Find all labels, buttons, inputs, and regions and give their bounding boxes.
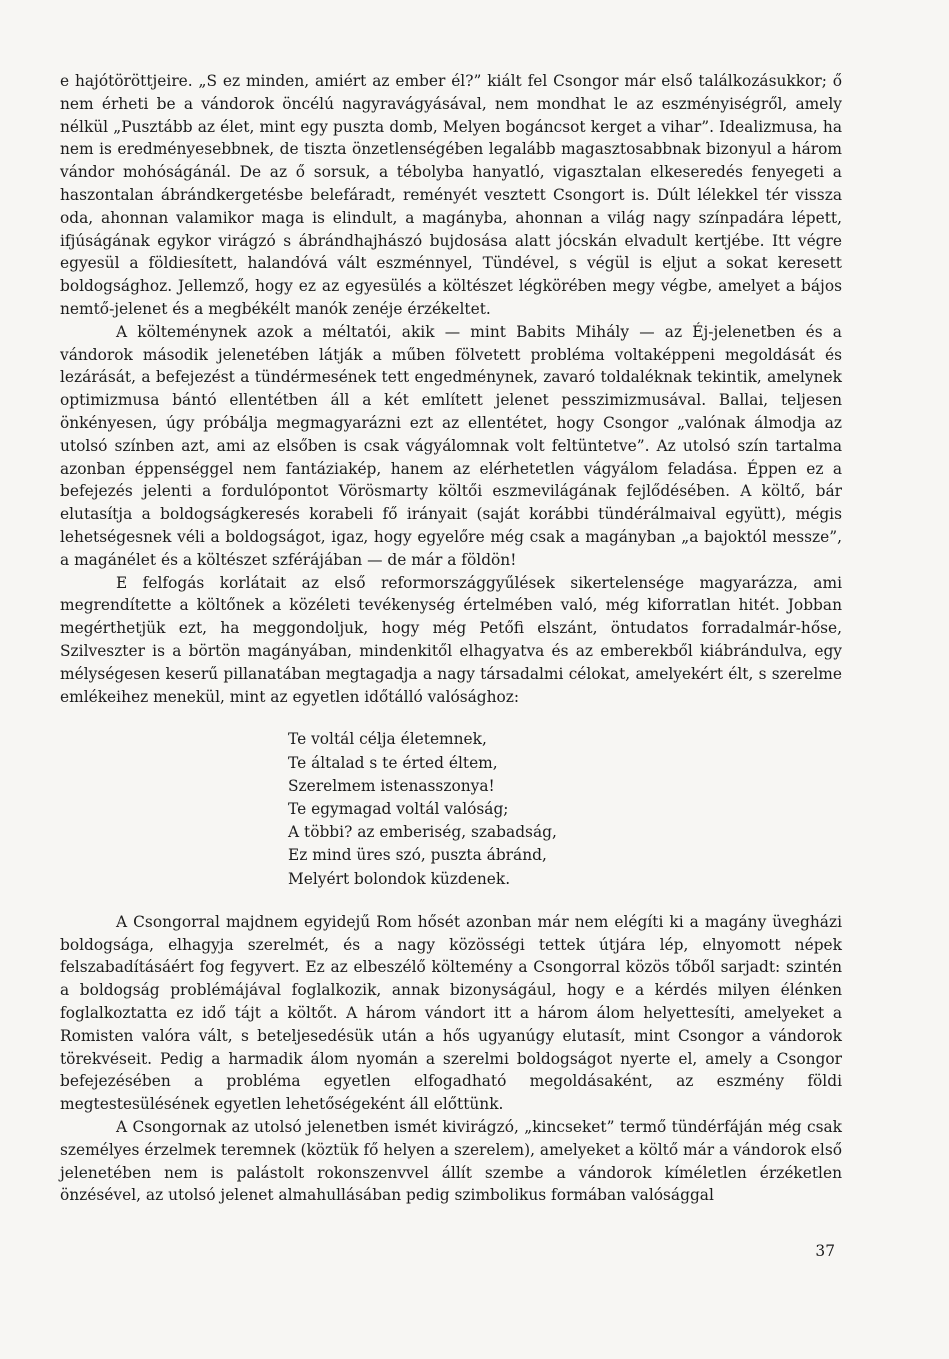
poem-line: Melyért bolondok küzdenek.	[288, 869, 511, 888]
paragraph-1: e hajótöröttjeire. „S ez minden, amiért az ember él?” kiált fel Csongor már első találkozásukkor; ő nem érheti be a vándorok öncélú nagyravágyásával, nem mondhat le az eszményiségről, amely nélkül „Pusztább az élet, mint egy puszta domb, Melyen bogáncsot kerget a vihar”. Idealizmusa, ha nem is eredményesebbnek, de tiszta önzetlenségében legalább magasztosabbnak bizonyul a három vándor mohóságánál. De az ő sorsuk, a tébolyba hanyatló, vigasztalan elkeseredés fenyegeti a haszontalan ábrándkergetésbe belefáradt, reményét vesztett Csongort is. Dúlt lélekkel tér vissza oda, ahonnan valamikor maga is elindult, a magányba, ahonnan a világ nagy színpadára lépett, ifjúságának egykor virágzó s ábrándhajhászó bujdosása alatt jócskán elvadult kertjébe. Itt végre egyesül a földiesített, halandóvá vált eszménnyel, Tündével, s végül is eljut a sokat keresett boldogsághoz. Jellemző, hogy ez az egyesülés a költészet légkörében megy végbe, amelyet a bájos nemtő-jelenet és a megbékélt manók zenéje érzékeltet.	[60, 72, 842, 318]
paragraph-2: A költeménynek azok a méltatói, akik — mint Babits Mihály — az Éj-jelenetben és a vándorok második jelenetében látják a műben fölvetett probléma voltaképpeni megoldását és lezárását, a befejezést a tündérmesének tett engedménynek, zavaró toldaléknak tekintik, amelynek optimizmusa bántó ellentétben áll a két említett jelenet pesszimizmusával. Ballai, teljesen önkényesen, úgy próbálja megmagyarázni ezt az ellentétet, hogy Csongor „valónak álmodja az utolsó színben azt, ami az elsőben is csak vágyálomnak volt feltüntetve”. Az utolsó szín tartalma azonban éppenséggel nem fantáziakép, hanem az elérhetetlen vágyálom feladása. Éppen ez a befejezés jelenti a fordulópontot Vörösmarty költői eszmevilágának fejlődésében. A költő, bár elutasítja a boldogságkeresés korabeli fő irányait (saját korábbi tündérálmaival együtt), mégis lehetségesnek véli a boldogságot, igaz, hogy egyelőre még csak a magányban „a bajoktól messze”, a magánélet és a költészet szférájában — de már a földön!	[60, 322, 842, 569]
paragraph-3: E felfogás korlátait az első reformországgyűlések sikertelensége magyarázza, ami megrendítette a költőnek a közéleti tevékenység értelmében való, még kiforratlan hitét. Jobban megérthetjük ezt, ha meggondoljuk, hogy még Petőfi elszánt, öntudatos forradalmár-hőse, Szilveszter is a börtön magányában, mindenkitől elhagyatva és az emberekből kiábrándulva, egy mélységesen keserű pillanatában megtagadja a nagy társadalmi célokat, amelyekért élt, s szerelme emlékeihez menekül, mint az egyetlen időtálló valósághoz:	[60, 573, 842, 706]
paragraph-5: A Csongornak az utolsó jelenetben ismét kivirágzó, „kincseket” termő tündérfáján még csak személyes érzelmek teremnek (köztük fő helyen a szerelem), amelyeket a költő már a vándorok első jelenetében nem is palástolt rokonszenvvel állít szembe a vándorok kíméletlen érzéketlen önzésével, az utolsó jelenet almahullásában pedig szimbolikus formában valósággal	[60, 1117, 842, 1205]
poem-line: A többi? az emberiség, szabadság,	[288, 823, 557, 842]
page-body	[60, 70, 842, 1207]
paragraph-4: A Csongorral majdnem egyidejű Rom hősét azonban már nem elégíti ki a magány üvegházi boldogsága, elhagyja szerelmét, és a nagy közösségi tettek útjára lép, elnyomott népek felszabadításáért fog fegyvert. Ez az elbeszélő költemény a Csongorral közös tőből sarjadt: szintén a boldogság problémájával foglalkozik, annak bizonyságául, hogy e a kérdés milyen élénken foglalkoztatta ez idő tájt a költőt. A három vándort itt a három álom helyettesíti, amelyeket a Romisten valóra vált, s beteljesedésük után a hős ugyanúgy elutasít, mint Csongor a vándorok törekvéseit. Pedig a harmadik álom nyomán a szerelmi boldogságot nyerte el, amely a Csongor befejezésében a probléma egyetlen elfogadható megoldásaként, az eszmény földi megtestesülésének egyetlen lehetőségeként áll előttünk.	[60, 912, 842, 1114]
poem-line: Te általad s te érted éltem,	[288, 753, 498, 772]
page-number: 37	[815, 1242, 835, 1260]
poem-line: Te egymagad voltál valóság;	[288, 799, 509, 818]
poem-line: Te voltál célja életemnek,	[288, 730, 487, 749]
poem-line: Ez mind üres szó, puszta ábránd,	[288, 846, 547, 865]
poem-quote	[288, 728, 842, 890]
poem-line: Szerelmem istenasszonya!	[288, 776, 495, 795]
